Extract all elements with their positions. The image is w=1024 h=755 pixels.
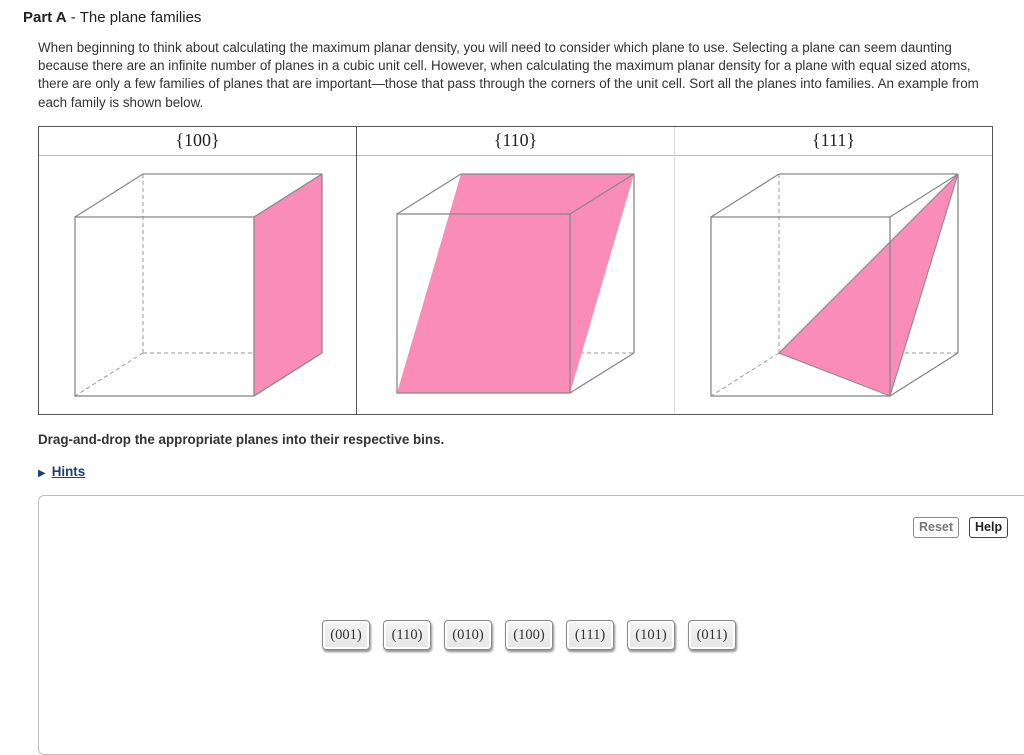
plane-111 [779, 174, 958, 396]
expand-triangle-icon[interactable]: ▶ [38, 468, 46, 479]
family-figure-111 [675, 156, 992, 414]
cube-100-diagram [39, 156, 357, 416]
reset-button[interactable]: Reset [913, 517, 959, 538]
part-separator: - [66, 9, 80, 26]
plane-tile-001[interactable]: (001) [322, 620, 370, 650]
hints-link[interactable]: Hints [51, 464, 86, 479]
plane-tile-100[interactable]: (100) [505, 620, 553, 650]
family-header-110: {110} [357, 127, 674, 156]
cube-110-diagram [357, 156, 675, 416]
part-title-text: The plane families [79, 9, 202, 26]
family-column-100 [39, 127, 356, 414]
plane-100 [254, 174, 322, 396]
plane-tile-011[interactable]: (011) [688, 620, 736, 650]
family-header-100: {100} [39, 127, 356, 156]
family-column-110 [356, 127, 674, 414]
family-figure-100 [39, 156, 356, 414]
family-column-111 [674, 127, 992, 414]
plane-tile-110[interactable]: (110) [383, 620, 431, 650]
family-figure-110 [357, 156, 674, 414]
families-table [38, 126, 993, 415]
help-button[interactable]: Help [969, 517, 1008, 538]
part-label: Part A [23, 9, 67, 26]
plane-tile-010[interactable]: (010) [444, 620, 492, 650]
drag-drop-instruction: Drag-and-drop the appropriate planes into their respective bins. [38, 432, 445, 447]
family-header-111: {111} [675, 127, 992, 156]
plane-tile-101[interactable]: (101) [627, 620, 675, 650]
hints-toggle[interactable] [38, 464, 85, 479]
plane-110 [397, 174, 634, 393]
intro-paragraph: When beginning to think about calculating the maximum planar density, you will need to consider which plane to use. Selecting a plane can seem daunting because there are an infinite number of planes in a cubic unit cell. However, when calculating the maximum planar density for a plane with equal sized atoms, there are only a few families of planes that are important—those that pass through the corners of the unit cell. Sort all the planes into families. An example from each family is shown below. [38, 40, 979, 110]
part-title [23, 9, 201, 26]
cube-111-diagram [675, 156, 993, 416]
plane-tiles [322, 620, 736, 650]
plane-tile-111[interactable]: (111) [566, 620, 614, 650]
